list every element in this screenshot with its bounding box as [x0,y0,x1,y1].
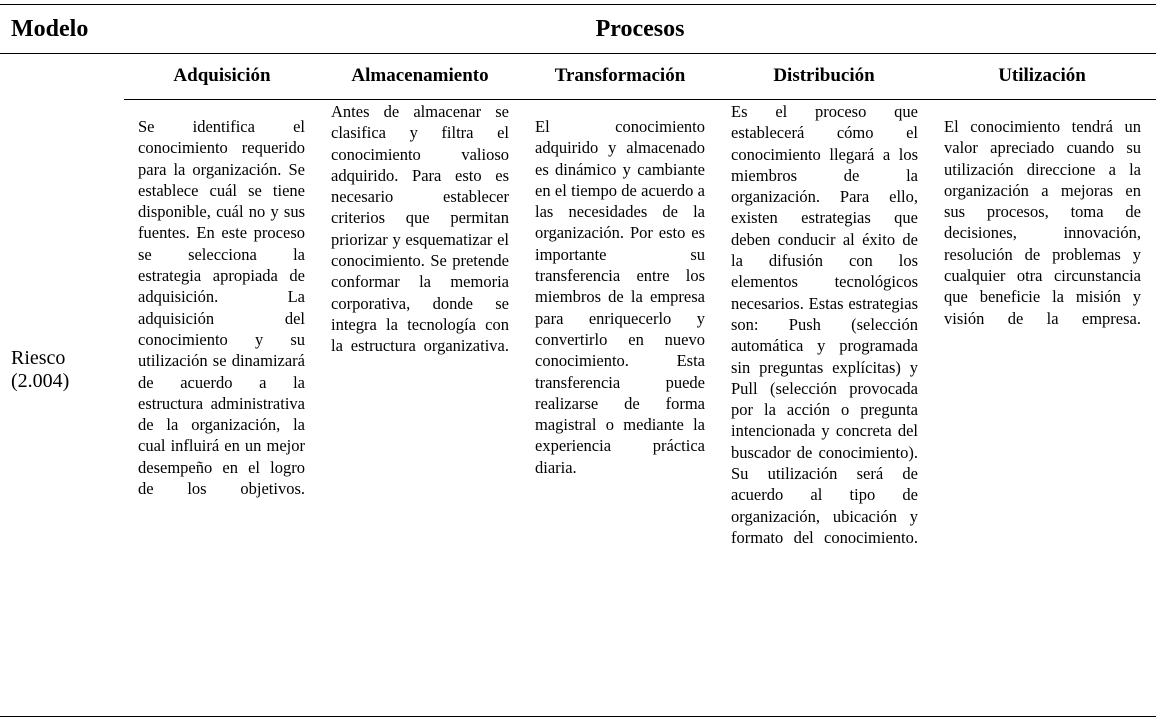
table-top-border [0,4,1156,5]
cell-transformacion [535,116,705,499]
header-divider [0,53,1156,54]
cell-text: El conocimiento tendrá un valor apreciado cuando su utilización direccione a la organización a mejoras en sus procesos, toma de decisiones, innovación, resolución de problemas y cualquier otra circunstancia que beneficie la misión y visión de la empresa. [944,117,1141,328]
model-name [11,347,91,393]
column-header-distribucion: Distribución [773,65,875,86]
cell-utilizacion [944,116,1141,350]
cell-text: Es el proceso que establecerá cómo el conocimiento llegará a los miembros de la organización. Para ello, existen estrategias que deben conducir al éxito de la difusión con los elementos tecnológicos necesarios. Estas estrategias son: Push (selección automática y programada sin preguntas explícitas) y Pull (selección provocada por la acción o pregunta intencionada y concreta del buscador de conocimiento). Su utilización será de acuerdo al tipo de organización, ubicación y formato del conocimiento. [731,102,918,547]
subheader-divider [124,99,1156,100]
cell-text: El conocimiento adquirido y almacenado es dinámico y cambiante en el tiempo de acuerdo a las necesidades de la organización. Por esto es importante su transferencia entre los miembros de la empresa para enriquecerlo y convertirlo en nuevo conocimiento. Esta transferencia puede realizarse de forma magistral o mediante la experiencia práctica diaria. [535,117,705,477]
cell-distribucion [731,101,918,570]
header-processes: Procesos [595,16,685,42]
column-header-transformacion: Transformación [554,65,686,86]
header-model: Modelo [11,16,89,42]
column-header-almacenamiento: Almacenamiento [351,65,489,86]
column-header-utilizacion: Utilización [998,65,1086,86]
cell-text: Se identifica el conocimiento requerido para la organización. Se establece cuál se tiene disponible, cuál no y sus fuentes. En este proceso se selecciona la estrategia apropiada de adquisición. La adquisición del conocimiento y su utilización se dinamizará de acuerdo a la estructura administrativa de la organización, la cual influirá en un mejor desempeño en el logro de los objetivos. [138,117,305,499]
table-bottom-border [0,716,1156,717]
cell-adquisicion [138,116,305,521]
cell-text: Antes de almacenar se clasifica y filtra el conocimiento valioso adquirido. Para esto es necesario establecer criterios que permitan priorizar y esquematizar el conocimiento. Se pretende conformar la memoria corporativa, donde se integra la tecnología con la estructura organizativa. [331,102,509,356]
model-name-text: Riesco (2.004) [11,347,70,392]
cell-almacenamiento [331,101,509,378]
column-header-adquisicion: Adquisición [173,65,271,86]
